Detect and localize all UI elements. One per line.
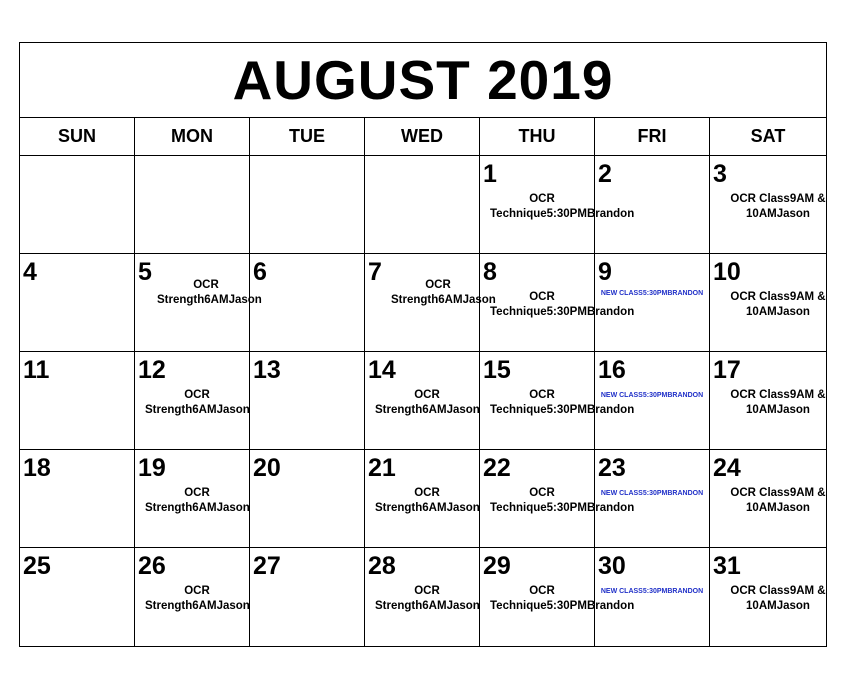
event-class [730, 584, 826, 614]
calendar-title: AUGUST 2019 [20, 43, 826, 118]
day-cell[interactable] [250, 352, 365, 450]
weekday-header: FRI [595, 118, 710, 156]
day-cell[interactable] [20, 450, 135, 548]
event-line: NEW CLASS [600, 290, 643, 297]
day-cell[interactable] [595, 548, 710, 646]
day-number: 13 [253, 356, 281, 384]
event-line: Jason [446, 502, 480, 514]
day-number: 8 [483, 258, 497, 286]
event-line: OCR Strength [145, 487, 210, 514]
event-line: Jason [228, 294, 262, 306]
day-cell[interactable] [480, 156, 635, 254]
day-number: 26 [138, 552, 166, 580]
event-line: OCR Strength [375, 585, 440, 612]
event-line: 6AM [422, 404, 447, 416]
day-cell[interactable] [250, 450, 365, 548]
event-line: 6AM [192, 600, 217, 612]
event-strength [375, 486, 479, 516]
day-cell[interactable] [250, 254, 365, 352]
day-cell[interactable] [365, 352, 480, 450]
event-line: 5:30PM [546, 306, 587, 318]
day-number: 6 [253, 258, 267, 286]
event-new-class [595, 488, 709, 499]
event-line: 6AM [422, 600, 447, 612]
calendar-grid [20, 118, 826, 646]
event-line: 5:30PM [642, 392, 668, 399]
event-line: BRANDON [667, 490, 704, 497]
event-line: 9AM & 10AM [746, 291, 826, 318]
event-strength [375, 388, 479, 418]
event-line: OCR Class [730, 291, 790, 303]
event-line: Jason [776, 502, 810, 514]
day-number: 14 [368, 356, 396, 384]
event-line: Jason [462, 294, 496, 306]
event-new-class [595, 586, 709, 597]
day-cell[interactable] [710, 254, 826, 352]
event-line: OCR Technique [490, 291, 555, 318]
day-number: 12 [138, 356, 166, 384]
event-strength [145, 388, 249, 418]
day-cell[interactable] [135, 548, 250, 646]
event-line: Brandon [586, 502, 635, 514]
event-class [730, 290, 826, 320]
event-new-class [595, 390, 709, 401]
event-line: BRANDON [667, 588, 704, 595]
event-line: 9AM & 10AM [746, 487, 826, 514]
event-line: OCR Strength [391, 279, 451, 306]
weekday-header: TUE [250, 118, 365, 156]
event-line: 5:30PM [642, 290, 668, 297]
day-cell[interactable] [595, 254, 710, 352]
day-number: 25 [23, 552, 51, 580]
day-number: 3 [713, 160, 727, 188]
day-cell[interactable] [135, 352, 250, 450]
event-line: Jason [216, 502, 250, 514]
event-line: Brandon [586, 404, 635, 416]
day-cell[interactable] [135, 156, 250, 254]
day-number: 7 [368, 258, 382, 286]
event-line: OCR Strength [145, 389, 210, 416]
day-number: 27 [253, 552, 281, 580]
day-number: 28 [368, 552, 396, 580]
event-line: OCR Technique [490, 487, 555, 514]
event-class [730, 192, 826, 222]
day-cell[interactable] [595, 352, 710, 450]
event-line: 5:30PM [546, 208, 587, 220]
event-new-class [595, 288, 709, 299]
day-number: 31 [713, 552, 741, 580]
day-cell[interactable] [250, 156, 365, 254]
day-cell[interactable] [365, 156, 480, 254]
day-cell[interactable] [595, 450, 710, 548]
event-line: OCR Class [730, 487, 790, 499]
event-line: BRANDON [667, 392, 704, 399]
event-line: OCR Strength [145, 585, 210, 612]
day-number: 9 [598, 258, 612, 286]
weekday-header: SUN [20, 118, 135, 156]
day-cell[interactable] [710, 450, 826, 548]
day-number: 18 [23, 454, 51, 482]
event-strength [145, 486, 249, 516]
event-line: 6AM [422, 502, 447, 514]
event-line: OCR Strength [375, 389, 440, 416]
weekday-header: THU [480, 118, 595, 156]
event-line: Brandon [586, 306, 635, 318]
day-cell[interactable] [710, 548, 826, 646]
event-line: Jason [776, 208, 810, 220]
event-line: BRANDON [667, 290, 704, 297]
day-number: 19 [138, 454, 166, 482]
event-line: Jason [446, 600, 480, 612]
event-line: OCR Strength [375, 487, 440, 514]
event-line: OCR Technique [490, 389, 555, 416]
event-line: 6AM [192, 502, 217, 514]
day-cell[interactable] [365, 450, 480, 548]
day-number: 23 [598, 454, 626, 482]
event-line: 5:30PM [546, 502, 587, 514]
event-line: 6AM [204, 294, 229, 306]
event-class [730, 486, 826, 516]
day-cell[interactable] [250, 548, 365, 646]
day-cell[interactable] [710, 352, 826, 450]
day-cell[interactable] [710, 156, 826, 254]
event-strength [391, 278, 496, 308]
event-line: 6AM [192, 404, 217, 416]
event-line: Brandon [586, 600, 635, 612]
day-cell[interactable] [135, 450, 250, 548]
event-line: OCR Strength [157, 279, 219, 306]
day-cell[interactable] [20, 254, 135, 352]
day-cell[interactable] [365, 548, 480, 646]
event-line: Jason [776, 306, 810, 318]
day-number: 21 [368, 454, 396, 482]
event-line: 9AM & 10AM [746, 389, 826, 416]
calendar [19, 42, 827, 647]
day-number: 2 [598, 160, 612, 188]
event-class [730, 388, 826, 418]
event-line: Jason [776, 404, 810, 416]
event-line: 5:30PM [642, 490, 668, 497]
event-line: 9AM & 10AM [746, 193, 826, 220]
day-number: 11 [23, 356, 50, 384]
event-strength [375, 584, 479, 614]
day-cell[interactable] [365, 254, 496, 352]
day-number: 30 [598, 552, 626, 580]
event-line: NEW CLASS [600, 392, 643, 399]
day-number: 17 [713, 356, 741, 384]
day-cell[interactable] [20, 352, 135, 450]
event-line: 5:30PM [642, 588, 668, 595]
day-number: 15 [483, 356, 511, 384]
day-number: 20 [253, 454, 281, 482]
event-line: OCR Class [730, 585, 790, 597]
event-line: 6AM [438, 294, 463, 306]
event-line: OCR Class [730, 193, 790, 205]
day-number: 24 [713, 454, 741, 482]
event-line: NEW CLASS [600, 588, 643, 595]
event-line: OCR Technique [490, 585, 555, 612]
event-line: Jason [216, 404, 250, 416]
event-line: OCR Technique [490, 193, 555, 220]
day-cell[interactable] [20, 156, 135, 254]
event-line: Jason [776, 600, 810, 612]
event-line: OCR Class [730, 389, 790, 401]
event-line: Brandon [586, 208, 635, 220]
event-line: 5:30PM [546, 404, 587, 416]
event-line: 5:30PM [546, 600, 587, 612]
weekday-header: MON [135, 118, 250, 156]
weekday-header: WED [365, 118, 480, 156]
day-cell[interactable] [595, 156, 710, 254]
event-strength [145, 584, 249, 614]
weekday-header: SAT [710, 118, 826, 156]
event-line: NEW CLASS [600, 490, 643, 497]
event-line: Jason [216, 600, 250, 612]
event-technique [490, 192, 635, 222]
day-cell[interactable] [20, 548, 135, 646]
event-line: 9AM & 10AM [746, 585, 826, 612]
day-number: 10 [713, 258, 741, 286]
event-strength [157, 278, 262, 308]
day-number: 1 [483, 160, 497, 188]
day-number: 22 [483, 454, 511, 482]
day-cell[interactable] [135, 254, 262, 352]
day-number: 5 [138, 258, 152, 286]
event-line: Jason [446, 404, 480, 416]
day-number: 4 [23, 258, 37, 286]
day-number: 16 [598, 356, 626, 384]
day-number: 29 [483, 552, 511, 580]
